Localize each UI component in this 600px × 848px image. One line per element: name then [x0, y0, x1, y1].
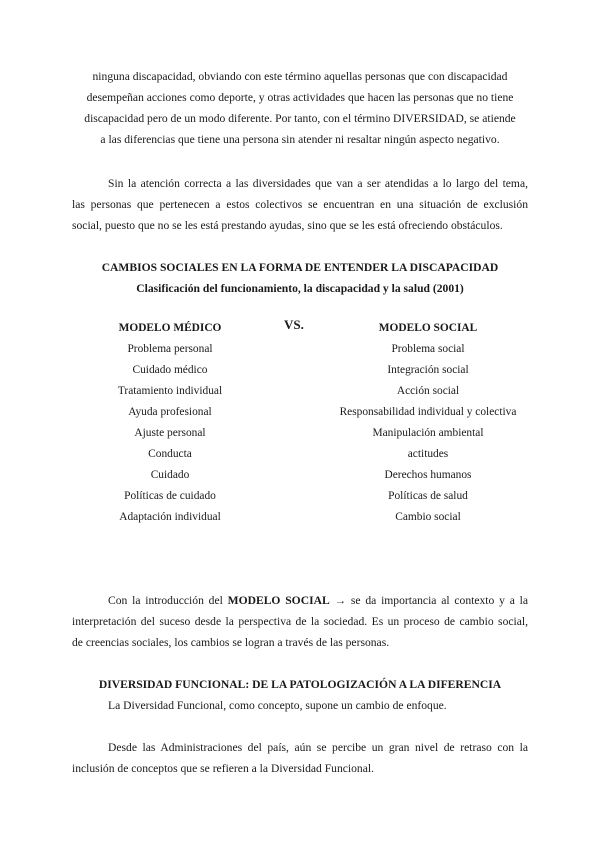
text-line: a las diferencias que tiene una persona sin atender ni resaltar ningún aspecto negativo.: [100, 133, 500, 146]
medical-model-header: MODELO MÉDICO: [118, 322, 222, 334]
paragraph-social-model: [72, 590, 528, 653]
medical-model-column: [90, 318, 250, 528]
social-model-header: MODELO SOCIAL: [378, 322, 478, 334]
text-line: interpretación del suceso desde la perspectiva de la sociedad. Es un proceso de cambio social,: [72, 615, 528, 628]
versus-label: VS.: [284, 317, 304, 332]
text-line: Desde las Administraciones del país, aún se percibe un gran nivel de retraso con la: [108, 741, 528, 754]
text-line: de creencias sociales, los cambios se logran a través de las personas.: [72, 636, 390, 649]
medical-model-item: Problema personal: [127, 343, 213, 355]
social-model-item: Acción social: [396, 385, 460, 397]
section-intro: La Diversidad Funcional, como concepto, supone un cambio de enfoque.: [108, 699, 447, 712]
medical-model-item: Ajuste personal: [134, 427, 206, 439]
medical-model-item: Adaptación individual: [119, 511, 221, 523]
emphasis-social-model: MODELO SOCIAL: [227, 594, 330, 607]
paragraph-administrations: [72, 737, 528, 779]
text-line: desempeñan acciones como deporte, y otras actividades que hacen las personas que no tiene: [86, 91, 514, 104]
social-model-item: Políticas de salud: [388, 490, 468, 502]
medical-model-item: Cuidado: [150, 469, 190, 481]
text-line: discapacidad pero de un modo diferente. Por tanto, con el término DIVERSIDAD, se atiende: [84, 112, 516, 125]
paragraph-attention-diversity: [72, 173, 528, 236]
social-model-item: Cambio social: [395, 511, 461, 523]
section-subtitle: Clasificación del funcionamiento, la discapacidad y la salud (2001): [136, 282, 464, 295]
text-line: inclusión de conceptos que se refieren a la Diversidad Funcional.: [72, 762, 374, 775]
model-comparison: [72, 318, 528, 528]
section-heading-social-changes: [72, 257, 528, 299]
text-line: las personas que pertenecen a estos colectivos se encuentran en una situación de exclusión: [72, 198, 528, 211]
social-model-item: Integración social: [387, 364, 469, 376]
medical-model-item: Políticas de cuidado: [124, 490, 216, 502]
social-model-item: Manipulación ambiental: [372, 427, 484, 439]
text-run: Con la introducción del: [108, 594, 228, 607]
medical-model-item: Conducta: [148, 448, 192, 460]
section-title: CAMBIOS SOCIALES EN LA FORMA DE ENTENDER LA DISCAPACIDAD: [101, 261, 499, 274]
section-functional-diversity: [72, 674, 528, 716]
medical-model-item: Ayuda profesional: [128, 406, 212, 418]
social-model-item: Derechos humanos: [384, 469, 472, 481]
text-run: → se da importancia al contexto y a la: [329, 594, 528, 607]
medical-model-item: Cuidado médico: [132, 364, 208, 376]
text-line: social, puesto que no se les está prestando ayudas, sino que se les está ofreciendo obstáculos.: [72, 219, 503, 232]
medical-model-item: Tratamiento individual: [117, 385, 223, 397]
social-model-column: [302, 318, 554, 528]
paragraph-diversity-definition: [72, 66, 528, 150]
text-line: [72, 590, 528, 611]
text-line: ninguna discapacidad, obviando con este término aquellas personas que con discapacidad: [92, 70, 508, 83]
social-model-item: actitudes: [407, 448, 449, 460]
section-title: DIVERSIDAD FUNCIONAL: DE LA PATOLOGIZACIÓN A LA DIFERENCIA: [98, 678, 502, 691]
social-model-item: Responsabilidad individual y colectiva: [339, 406, 517, 418]
social-model-item: Problema social: [391, 343, 465, 355]
text-line: Sin la atención correcta a las diversidades que van a ser atendidas a lo largo del tema,: [108, 177, 528, 190]
